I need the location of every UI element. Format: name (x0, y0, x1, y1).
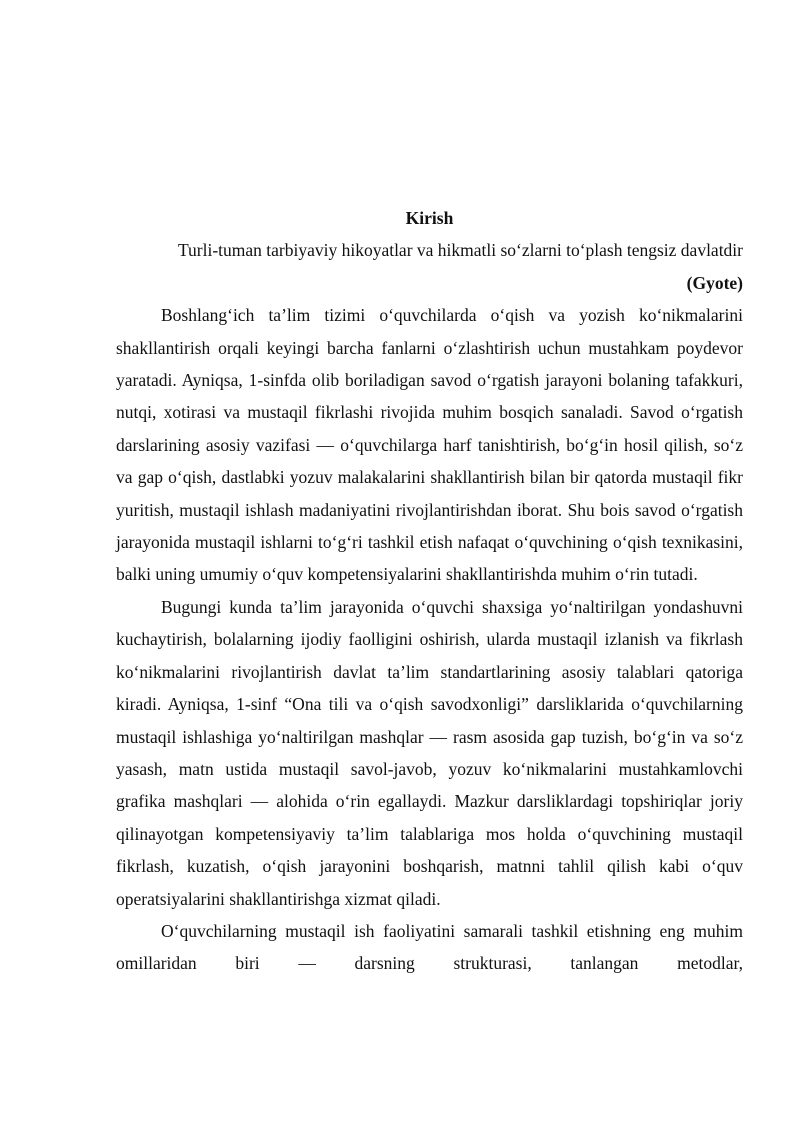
epigraph-author: (Gyote) (686, 272, 743, 293)
paragraph: O‘quvchilarning mustaqil ish faoliyatini samarali tashkil etishning eng muhim omillaridan biri — darsning strukturasi, tanlangan metodlar, (116, 920, 743, 974)
paragraph: Boshlang‘ich ta’lim tizimi o‘quvchilarda o‘qish va yozish ko‘nikmalarini shakllantirish orqali keyingi barcha fanlarni o‘zlashtirish uchun mustahkam poydevor yaratadi. Ayniqsa, 1-sinfda olib boriladigan savod o‘rgatish jarayoni bolaning tafakkuri, nutqi, xotirasi va mustaqil fikrlashi rivojida muhim bosqich sanaladi. Savod o‘rgatish darslarining asosiy vazifasi — o‘quvchilarga harf tanishtirish, bo‘g‘in hosil qilish, so‘z va gap o‘qish, dastlabki yozuv malakalarini shakllantirish bilan bir qatorda mustaqil fikr yuritish, mustaqil ishlash madaniyatini rivojlantirishdan iborat. Shu bois savod o‘rgatish jarayonida mustaqil ishlarni to‘g‘ri tashkil etish nafaqat o‘quvchining o‘qish texnikasini, balki uning umumiy o‘quv kompetensiyalarini shakllantirishda muhim o‘rin tutadi. (116, 305, 743, 585)
section-title: Kirish (405, 208, 454, 228)
document-body (116, 202, 743, 980)
paragraph: Bugungi kunda ta’lim jarayonida o‘quvchi shaxsiga yo‘naltirilgan yondashuvni kuchaytirish, bolalarning ijodiy faolligini oshirish, ularda mustaqil izlanish va fikrlash ko‘nikmalarini rivojlantirish davlat ta’lim standartlarining asosiy talablari qatoriga kiradi. Ayniqsa, 1-sinf “Ona tili va o‘qish savodxonligi” darsliklarida o‘quvchilarning mustaqil ishlashiga yo‘naltirilgan mashqlar — rasm asosida gap tuzish, bo‘g‘in va so‘z yasash, matn ustida mustaqil savol-javob, yozuv ko‘nikmalarini mustahkamlovchi grafika mashqlari — alohida o‘rin egallaydi. Mazkur darsliklardagi topshiriqlar joriy qilinayotgan kompetensiyaviy ta’lim talablariga mos holda o‘quvchining mustaqil fikrlash, kuzatish, o‘qish jarayonini boshqarish, matnni tahlil qilish kabi o‘quv operatsiyalarini shakllantirishga xizmat qiladi. (116, 596, 743, 909)
epigraph-quote: Turli-tuman tarbiyaviy hikoyatlar va hikmatli so‘zlarni to‘plash tengsiz davlatdir (177, 240, 743, 261)
